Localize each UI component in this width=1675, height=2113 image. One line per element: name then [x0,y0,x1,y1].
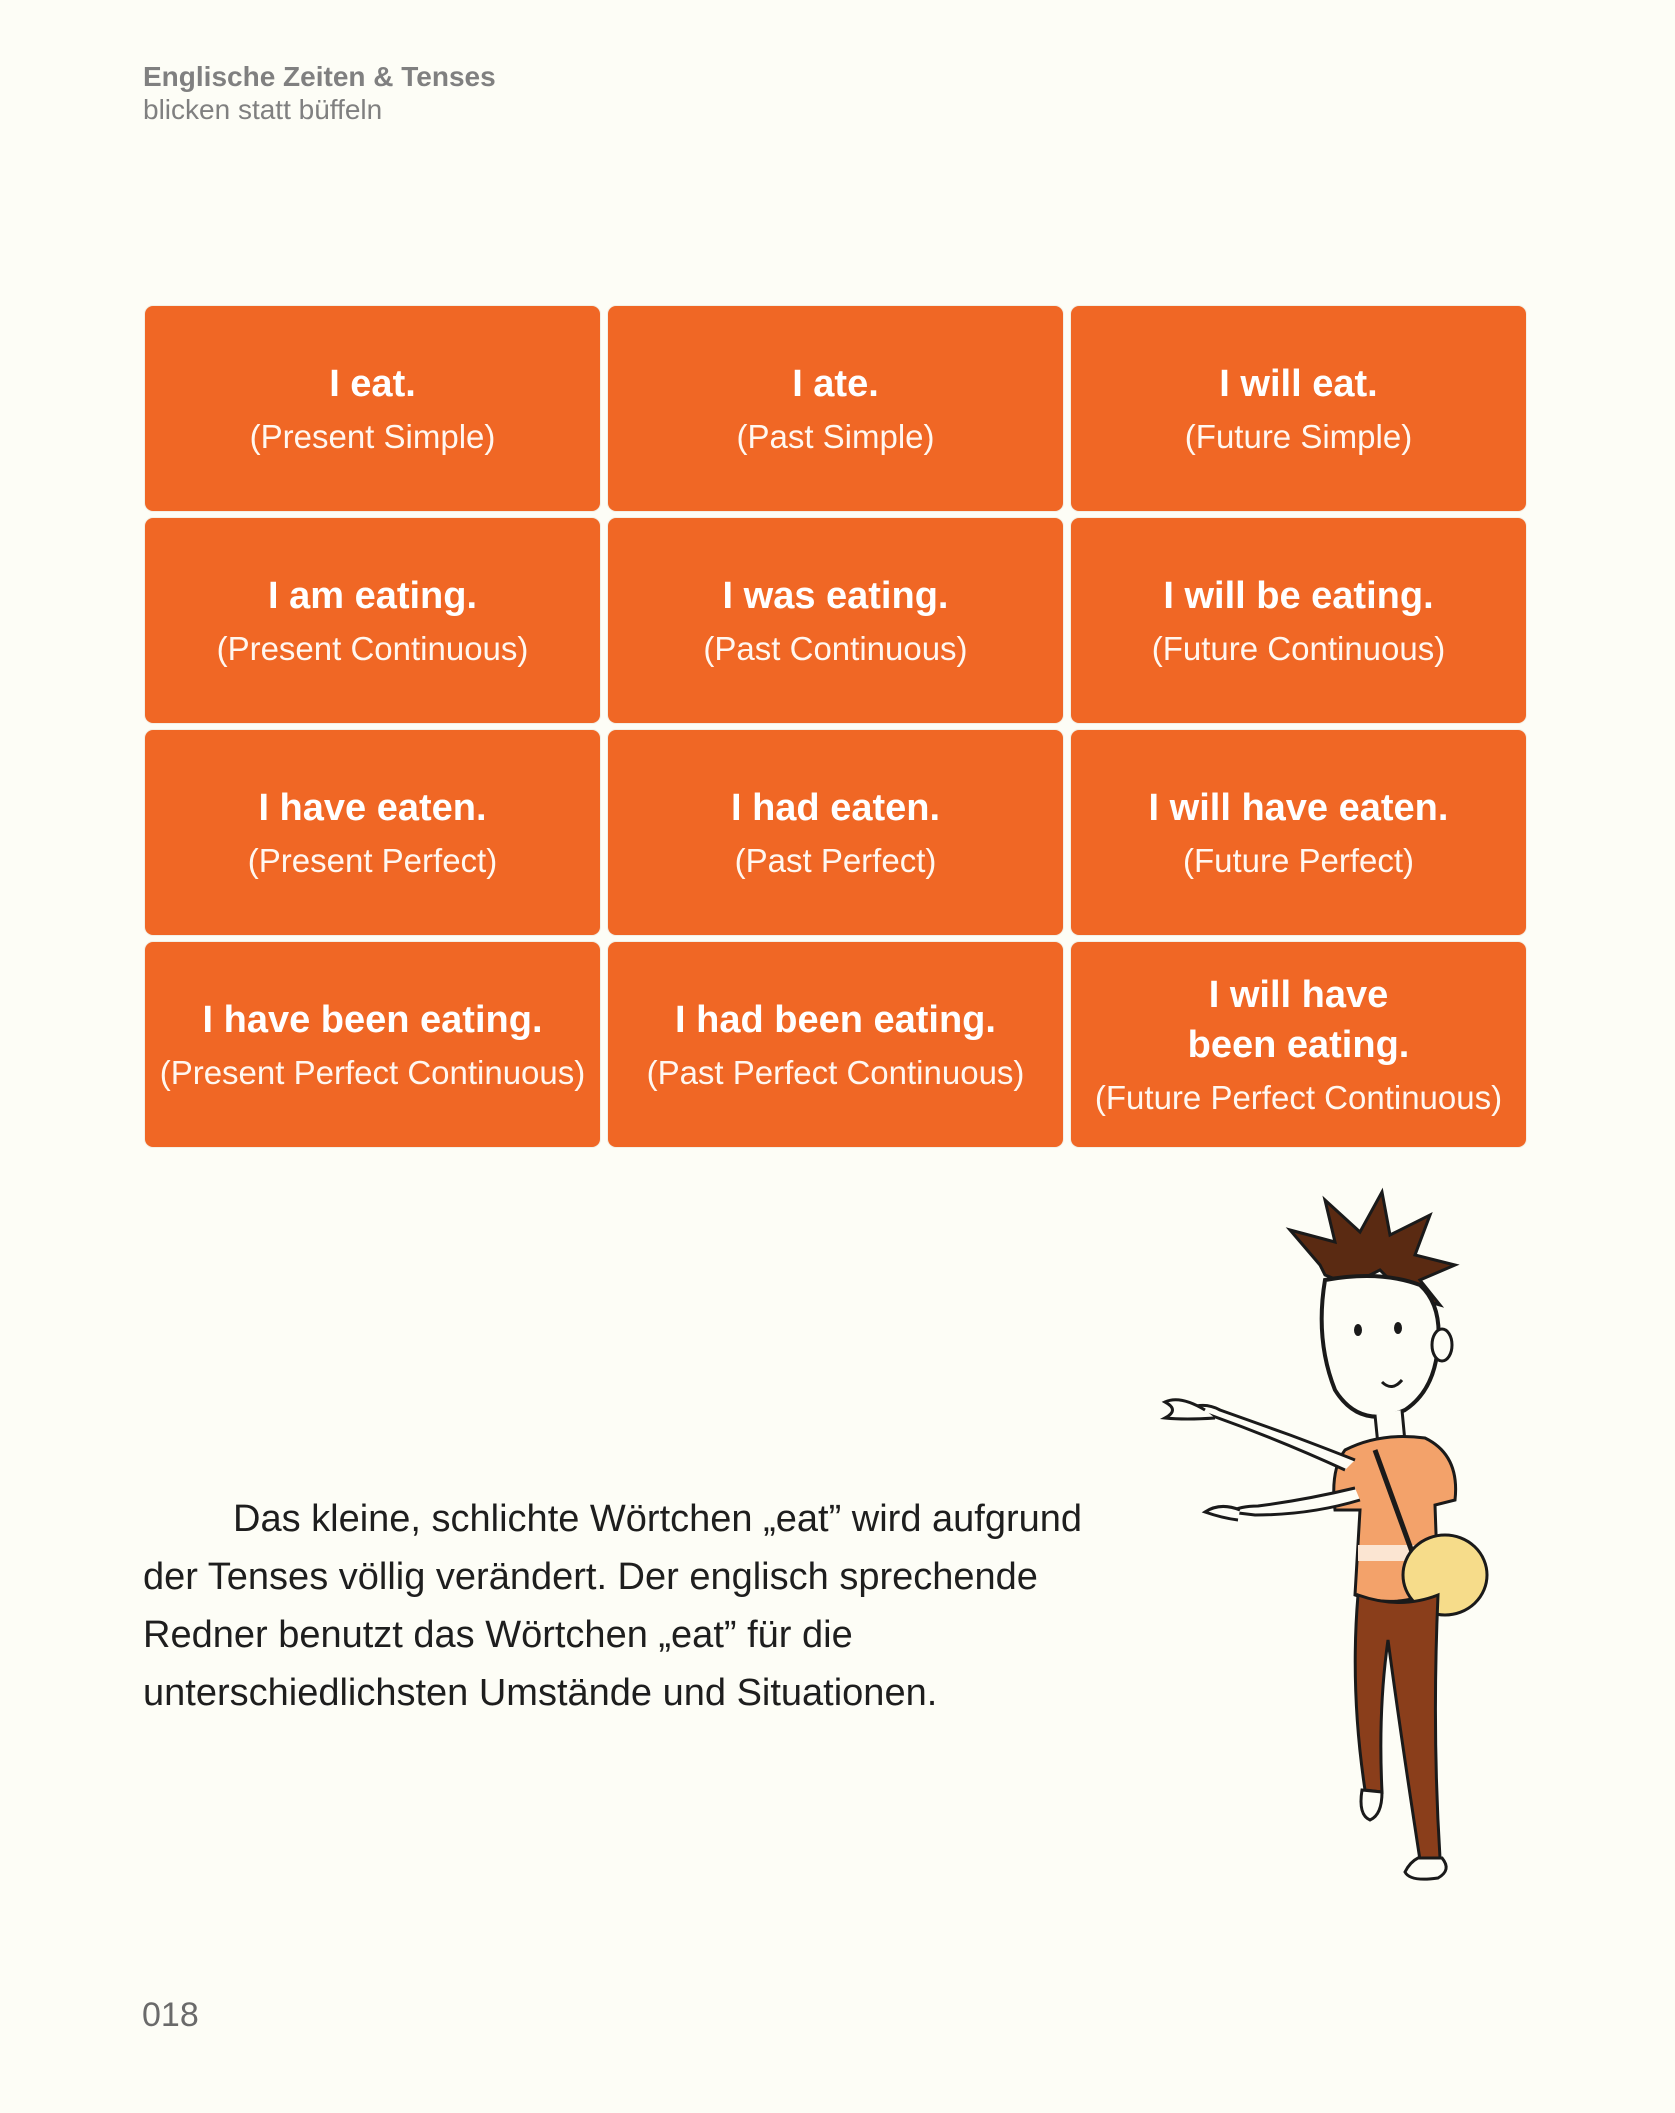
tense-sentence: I eat. [329,362,416,405]
tense-sentence: I will have been eating. [1187,973,1410,1066]
boy-shoe-left [1361,1790,1382,1820]
page-header [143,60,496,126]
boy-illustration [1120,1170,1570,1950]
tense-name: (Present Simple) [249,417,496,455]
tense-name: (Present Perfect Continuous) [159,1053,586,1091]
tense-name: (Present Perfect) [247,841,498,879]
tense-sentence: I am eating. [267,574,478,617]
boy-eye-right [1394,1322,1402,1334]
page-number: 018 [142,1996,199,2034]
tense-name: (Present Continuous) [216,629,529,667]
boy-head [1322,1276,1439,1417]
body-paragraph: Das kleine, schlichte Wörtchen „eat” wird aufgrund der Tenses völlig verändert. Der englisch sprechende Redner benutzt das Wörtchen „eat” für die unterschiedlichsten Umstände und Situationen. [143,1498,1083,1714]
tense-card-past-simple [608,306,1063,511]
tense-card-past-perfect [608,730,1063,935]
tense-sentence: I have eaten. [258,786,487,829]
boy-ear [1432,1329,1452,1361]
tense-name: (Future Perfect Continuous) [1094,1078,1503,1116]
tense-card-future-simple [1071,306,1526,511]
boy-arm-upper [1190,1405,1355,1470]
tense-card-future-perfect [1071,730,1526,935]
book-title: Englische Zeiten & Tenses [143,61,496,92]
tense-card-past-perfect-continuous [608,942,1063,1147]
boy-hand-lower [1205,1506,1240,1520]
tense-sentence: I had eaten. [730,786,941,829]
tense-card-present-perfect [145,730,600,935]
tense-name: (Future Simple) [1184,417,1413,455]
tense-card-past-continuous [608,518,1063,723]
boy-shoe-right [1405,1858,1446,1879]
tense-card-present-perfect-continuous [145,942,600,1147]
tense-card-present-continuous [145,518,600,723]
tense-card-present-simple [145,306,600,511]
tense-name: (Future Perfect) [1182,841,1415,879]
tense-sentence: I will have eaten. [1148,786,1449,829]
tense-name: (Past Simple) [736,417,935,455]
tense-sentence: I will eat. [1219,362,1378,405]
tense-name: (Past Continuous) [703,629,968,667]
tense-sentence: I ate. [792,362,879,405]
tense-sentence: I will be eating. [1163,574,1434,617]
boy-eye-left [1354,1324,1362,1336]
tense-name: (Past Perfect Continuous) [646,1053,1025,1091]
tense-name: (Future Continuous) [1151,629,1446,667]
tense-grid [145,306,1530,1147]
tense-card-future-perfect-continuous [1071,942,1526,1147]
tense-sentence: I have been eating. [202,998,543,1041]
tense-sentence: I was eating. [722,574,949,617]
tense-name: (Past Perfect) [734,841,937,879]
book-subtitle: blicken statt büffeln [143,94,383,125]
tense-sentence: I had been eating. [675,998,996,1041]
tense-card-future-continuous [1071,518,1526,723]
